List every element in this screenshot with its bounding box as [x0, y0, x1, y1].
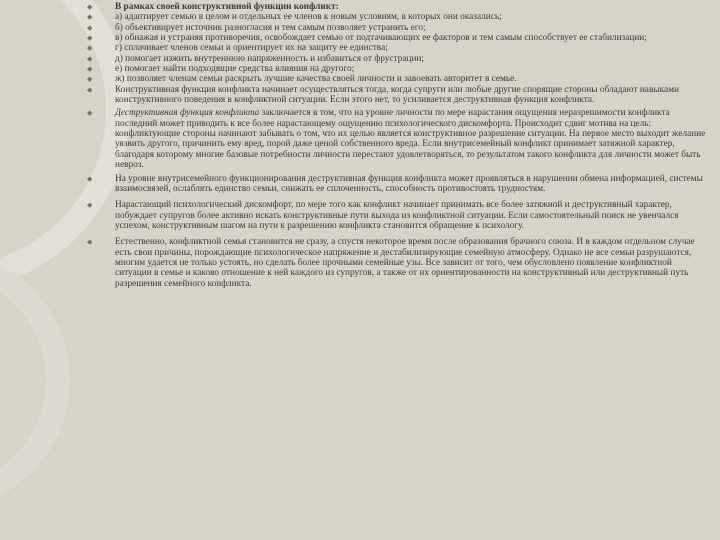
- list-item: [86, 174, 710, 195]
- list-item-text: д) помогает изжить внутреннюю напряженность и избавиться от фрустрации;: [115, 53, 425, 64]
- diamond-bullet-icon: ◆: [87, 75, 93, 84]
- list-item-text: а) адаптирует семью в целом и отдельных ее членов к новым условиям, в которых они оказались;: [115, 12, 502, 23]
- list-item-text: е) помогает найти подходящие средства влияния на другого;: [115, 64, 355, 75]
- list-item-text: Естественно, конфликтной семья становится не сразу, а спустя некоторое время после образования брачного союза. И в каждом отдельном случае есть свои причины, порождающие психологическое напряжение и дестабилизирующие семейную атмосферу. Однако не все семьи разрушаются, многим удается не только устоять, но сделать более прочными семейные узы. Все зависит от того, чем обусловлено появление конфликтной ситуации в семье и каково отношение к ней каждого из супругов, а также от их ориентированности на конструктивный или деструктивный путь разрешения семейного конфликта.: [115, 237, 695, 289]
- list-item: [86, 54, 710, 64]
- list-item: [86, 23, 710, 33]
- list-item-text: На уровне внутрисемейного функционирования деструктивная функция конфликта может проявляться в нарушении обмена информацией, системы взаимосвязей, ослаблять единство семьи, снижать ее сплоченность, способность противостоять трудностям.: [115, 173, 703, 194]
- list-item: [86, 33, 710, 43]
- list-item: [86, 64, 710, 74]
- list-item: [86, 200, 710, 231]
- list-item-text: в) обнажая и устраняя противоречия, освобождает семью от подтачивающих ее факторов и тем самым способствует ее стабилизации;: [115, 33, 647, 44]
- list-item: [86, 108, 710, 170]
- diamond-bullet-icon: ◆: [87, 34, 93, 43]
- diamond-bullet-icon: ◆: [87, 85, 93, 94]
- diamond-bullet-icon: ◆: [87, 3, 93, 11]
- list-item: [86, 74, 710, 84]
- list-item: [86, 43, 710, 53]
- list-item: [86, 85, 710, 106]
- list-item: [86, 237, 710, 289]
- diamond-bullet-icon: ◆: [87, 54, 93, 63]
- diamond-bullet-icon: ◆: [87, 44, 93, 53]
- list-item-text: заключается в том, что на уровне личности по мере нарастания ощущения неразрешимости конфликта последний может приводить к все более нарастающему ощущению психологического дискомфорта. Происходит сдвиг мотива на цель: конфликтующие стороны начинают забывать о том, что их целью является конструктивное разрешение ситуации. На первое место выходит желание уязвить другого, причинить ему вред, порой даже ценой собственного вреда. Если внутрисемейный конфликт принимает затяжной характер, благодаря которому многие базовые потребности личности перестают удовлетворяться, то результатом такого конфликта для личности может быть невроз.: [115, 108, 706, 171]
- diamond-bullet-icon: ◆: [87, 109, 93, 118]
- list-item: [86, 12, 710, 22]
- list-item-text: Нарастающий психологический дискомфорт, по мере того как конфликт начинает принимать все более затяжной и деструктивный характер, побуждает супругов более активно искать конструктивные пути выхода из конфликтной ситуации. Если самостоятельный поиск не увенчался успехом, конструктивным шагом на пути к разрешению конфликта становится обращение к психологу.: [115, 200, 679, 231]
- bullet-list: [86, 2, 710, 289]
- diamond-bullet-icon: ◆: [87, 23, 93, 32]
- diamond-bullet-icon: ◆: [87, 238, 93, 247]
- diamond-bullet-icon: ◆: [87, 65, 93, 74]
- list-item: [86, 2, 710, 12]
- background-circle: [0, 250, 70, 510]
- list-heading: В рамках своей конструктивной функции конфликт:: [115, 2, 339, 12]
- diamond-bullet-icon: ◆: [87, 174, 93, 183]
- slide-content: [86, 2, 710, 289]
- list-item-text: ж) позволяет членам семьи раскрыть лучшие качества своей личности и завоевать авторитет в семье.: [115, 74, 517, 85]
- list-item-text: Конструктивная функция конфликта начинает осуществляться тогда, когда супруги или любые другие спорящие стороны обладают навыками конструктивного поведения в конфликтной ситуации. Если этого нет, то усиливается деструктивная функция конфликта.: [115, 84, 679, 106]
- list-item-text: б) объективирует источник разногласия и тем самым позволяет устранить его;: [115, 22, 426, 33]
- diamond-bullet-icon: ◆: [87, 13, 93, 22]
- diamond-bullet-icon: ◆: [87, 201, 93, 210]
- list-item-lead: Деструктивная функция конфликта: [115, 108, 260, 119]
- list-item-text: г) сплачивает членов семьи и ориентирует их на защиту ее единства;: [115, 43, 388, 54]
